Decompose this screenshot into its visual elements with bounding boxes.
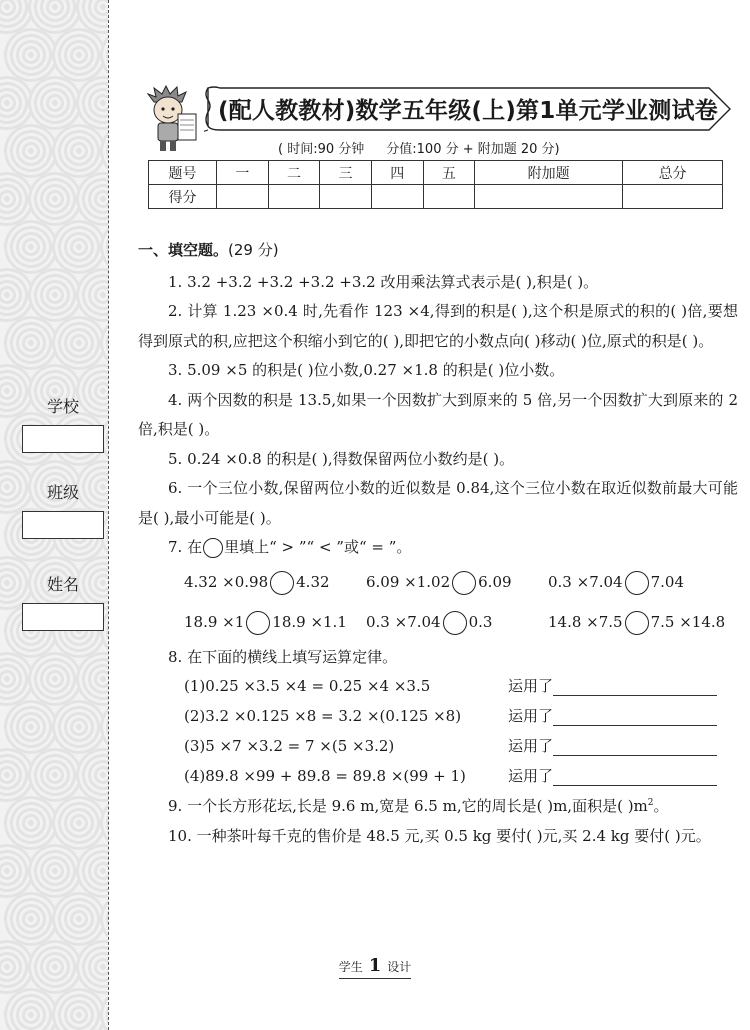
comparison-right: 7.5 ×14.8 (650, 612, 726, 631)
swirl-decoration (4, 28, 58, 82)
swirl-decoration (52, 892, 106, 946)
swirl-decoration (52, 796, 106, 850)
swirl-decoration (76, 748, 108, 802)
swirl-decoration (28, 268, 82, 322)
swirl-decoration (52, 124, 106, 178)
swirl-decoration (28, 76, 82, 130)
answer-circle[interactable] (625, 611, 649, 635)
swirl-decoration (76, 652, 108, 706)
name-field (22, 572, 104, 631)
class-field (22, 480, 104, 539)
school-field (22, 394, 104, 453)
swirl-decoration (4, 316, 58, 370)
answer-circle[interactable] (270, 571, 294, 595)
question-7-suffix: 里填上“ > ”“ < ”或“ = ”。 (224, 538, 412, 556)
swirl-decoration (52, 700, 106, 754)
answer-circle[interactable] (246, 611, 270, 635)
swirl-decoration (28, 172, 82, 226)
swirl-decoration (4, 796, 58, 850)
swirl-decoration (4, 700, 58, 754)
answer-circle[interactable] (452, 571, 476, 595)
swirl-decoration (76, 844, 108, 898)
score-cell[interactable] (423, 185, 475, 209)
comparison-left: 0.3 ×7.04 (548, 572, 623, 591)
score-cell[interactable] (320, 185, 372, 209)
swirl-decoration (52, 220, 106, 274)
comparison-row (138, 603, 738, 643)
score-cell[interactable] (217, 185, 269, 209)
swirl-decoration (100, 28, 108, 82)
swirl-decoration (28, 844, 82, 898)
footer-right: 设计 (387, 960, 412, 974)
class-input-box[interactable] (22, 511, 104, 539)
page-footer (0, 955, 750, 979)
score-row-label: 得分 (149, 185, 217, 209)
comparison-left: 18.9 ×1 (184, 612, 245, 631)
school-label: 学校 (46, 397, 79, 416)
answer-line[interactable] (553, 708, 717, 726)
question-5: 5. 0.24 ×0.8 的积是( ),得数保留两位小数约是( )。 (168, 449, 515, 468)
law-equation: (3)5 ×7 ×3.2 = 7 ×(5 ×3.2) (184, 737, 395, 756)
comparison-right: 4.32 (296, 572, 330, 591)
law-used-label: 运用了 (508, 677, 554, 696)
question-2: 2. 计算 1.23 ×0.4 时,先看作 123 ×4,得到的积是( ),这个积是原式的积的( )倍,要想得到原式的积,应把这个积缩小到它的( ),即把它的小数点向( )移动( )位,原式的积是( )。 (138, 302, 738, 350)
law-used-label: 运用了 (508, 767, 554, 786)
answer-line[interactable] (553, 678, 717, 696)
comparison-left: 6.09 ×1.02 (366, 572, 451, 591)
comparison-item (548, 568, 684, 598)
question-8: 8. 在下面的横线上填写运算定律。 (168, 647, 398, 666)
swirl-decoration (76, 172, 108, 226)
score-table-header-cell: 五 (423, 161, 475, 185)
name-input-box[interactable] (22, 603, 104, 631)
swirl-decoration (4, 220, 58, 274)
swirl-decoration (100, 892, 108, 946)
law-used-label: 运用了 (508, 707, 554, 726)
law-equation: (2)3.2 ×0.125 ×8 = 3.2 ×(0.125 ×8) (184, 707, 462, 726)
swirl-decoration (52, 988, 106, 1030)
mascot-illustration (140, 84, 202, 152)
answer-line[interactable] (553, 738, 717, 756)
swirl-decoration (28, 652, 82, 706)
comparison-left: 4.32 ×0.98 (184, 572, 269, 591)
score-table-header-cell: 二 (268, 161, 320, 185)
score-table-header-cell: 四 (371, 161, 423, 185)
answer-circle[interactable] (625, 571, 649, 595)
class-label: 班级 (46, 483, 79, 502)
swirl-decoration (76, 268, 108, 322)
question-7 (138, 533, 738, 563)
circle-icon (203, 538, 223, 558)
law-row (138, 762, 738, 792)
swirl-decoration (52, 316, 106, 370)
answer-line[interactable] (553, 768, 717, 786)
section-title (138, 236, 738, 266)
score-table (148, 160, 723, 209)
question-4: 4. 两个因数的积是 13.5,如果一个因数扩大到原来的 5 倍,另一个因数扩大到原来的 2 倍,积是( )。 (138, 390, 738, 438)
cut-line (108, 0, 109, 1030)
question-7-prefix: 7. 在 (168, 538, 203, 556)
swirl-decoration (100, 796, 108, 850)
score-table-header-cell: 附加题 (475, 161, 623, 185)
name-label: 姓名 (46, 575, 79, 594)
swirl-decoration (100, 988, 108, 1030)
question-9-superscript: 2 (647, 798, 654, 808)
comparison-row (138, 563, 738, 603)
swirl-decoration (4, 892, 58, 946)
law-used-label: 运用了 (508, 737, 554, 756)
swirl-decoration (4, 988, 58, 1030)
swirl-decoration (76, 76, 108, 130)
exam-info (278, 138, 560, 157)
comparison-right: 18.9 ×1.1 (272, 612, 347, 631)
law-equation: (1)0.25 ×3.5 ×4 = 0.25 ×4 ×3.5 (184, 677, 431, 696)
footer-left: 学生 (338, 960, 363, 974)
question-9-end: 。 (653, 797, 669, 815)
section-title-text: 一、填空题。 (138, 241, 229, 259)
score-table-header-cell: 总分 (623, 161, 723, 185)
swirl-decoration (28, 748, 82, 802)
swirl-decoration (100, 124, 108, 178)
score-table-score-row (149, 185, 723, 209)
swirl-decoration (52, 28, 106, 82)
swirl-decoration (100, 316, 108, 370)
footer-wrap (339, 955, 412, 979)
comparison-left: 0.3 ×7.04 (366, 612, 441, 631)
score-table-header-row (149, 161, 723, 185)
swirl-decoration (100, 220, 108, 274)
comparison-right: 6.09 (478, 572, 512, 591)
question-3: 3. 5.09 ×5 的积是( )位小数,0.27 ×1.8 的积是( )位小数。 (168, 361, 565, 379)
law-row (138, 672, 738, 702)
exam-score: 分值:100 分 + 附加题 20 分) (386, 142, 560, 157)
score-table-header-cell: 题号 (149, 161, 217, 185)
question-9 (138, 792, 738, 822)
question-6: 6. 一个三位小数,保留两位小数的近似数是 0.84,这个三位小数在取近似数前最大可能是( ),最小可能是( )。 (138, 479, 738, 527)
comparison-item (366, 568, 548, 598)
school-input-box[interactable] (22, 425, 104, 453)
law-equation: (4)89.8 ×99 + 89.8 = 89.8 ×(99 + 1) (184, 767, 466, 786)
swirl-decoration (4, 124, 58, 178)
comparison-right: 0.3 (468, 612, 493, 631)
score-cell[interactable] (371, 185, 423, 209)
comparison-item (366, 608, 548, 638)
swirl-decoration (100, 700, 108, 754)
section-points: (29 分) (228, 241, 279, 259)
answer-circle[interactable] (443, 611, 467, 635)
comparison-item (184, 608, 366, 638)
law-row (138, 732, 738, 762)
comparison-item (184, 568, 366, 598)
score-cell[interactable] (623, 185, 723, 209)
page-number: 1 (368, 955, 382, 976)
question-1: 1. 3.2 +3.2 +3.2 +3.2 +3.2 改用乘法算式表示是( ),积是( )。 (168, 272, 599, 291)
question-9-text: 9. 一个长方形花坛,长是 9.6 m,宽是 6.5 m,它的周长是( )m,面积是( )m (168, 797, 648, 815)
score-table-header-cell: 一 (217, 161, 269, 185)
comparison-left: 14.8 ×7.5 (548, 612, 623, 631)
score-cell[interactable] (268, 185, 320, 209)
law-row (138, 702, 738, 732)
exam-time: ( 时间:90 分钟 (278, 142, 365, 157)
score-table-header-cell: 三 (320, 161, 372, 185)
page-title: (配人教教材)数学五年级(上)第1单元学业测试卷 (218, 98, 718, 124)
question-section (138, 236, 738, 851)
comparison-item (548, 608, 725, 638)
score-cell[interactable] (475, 185, 623, 209)
question-10: 10. 一种茶叶每千克的售价是 48.5 元,买 0.5 kg 要付( )元,买 2.4 kg 要付( )元。 (168, 826, 711, 845)
comparison-right: 7.04 (650, 572, 684, 591)
